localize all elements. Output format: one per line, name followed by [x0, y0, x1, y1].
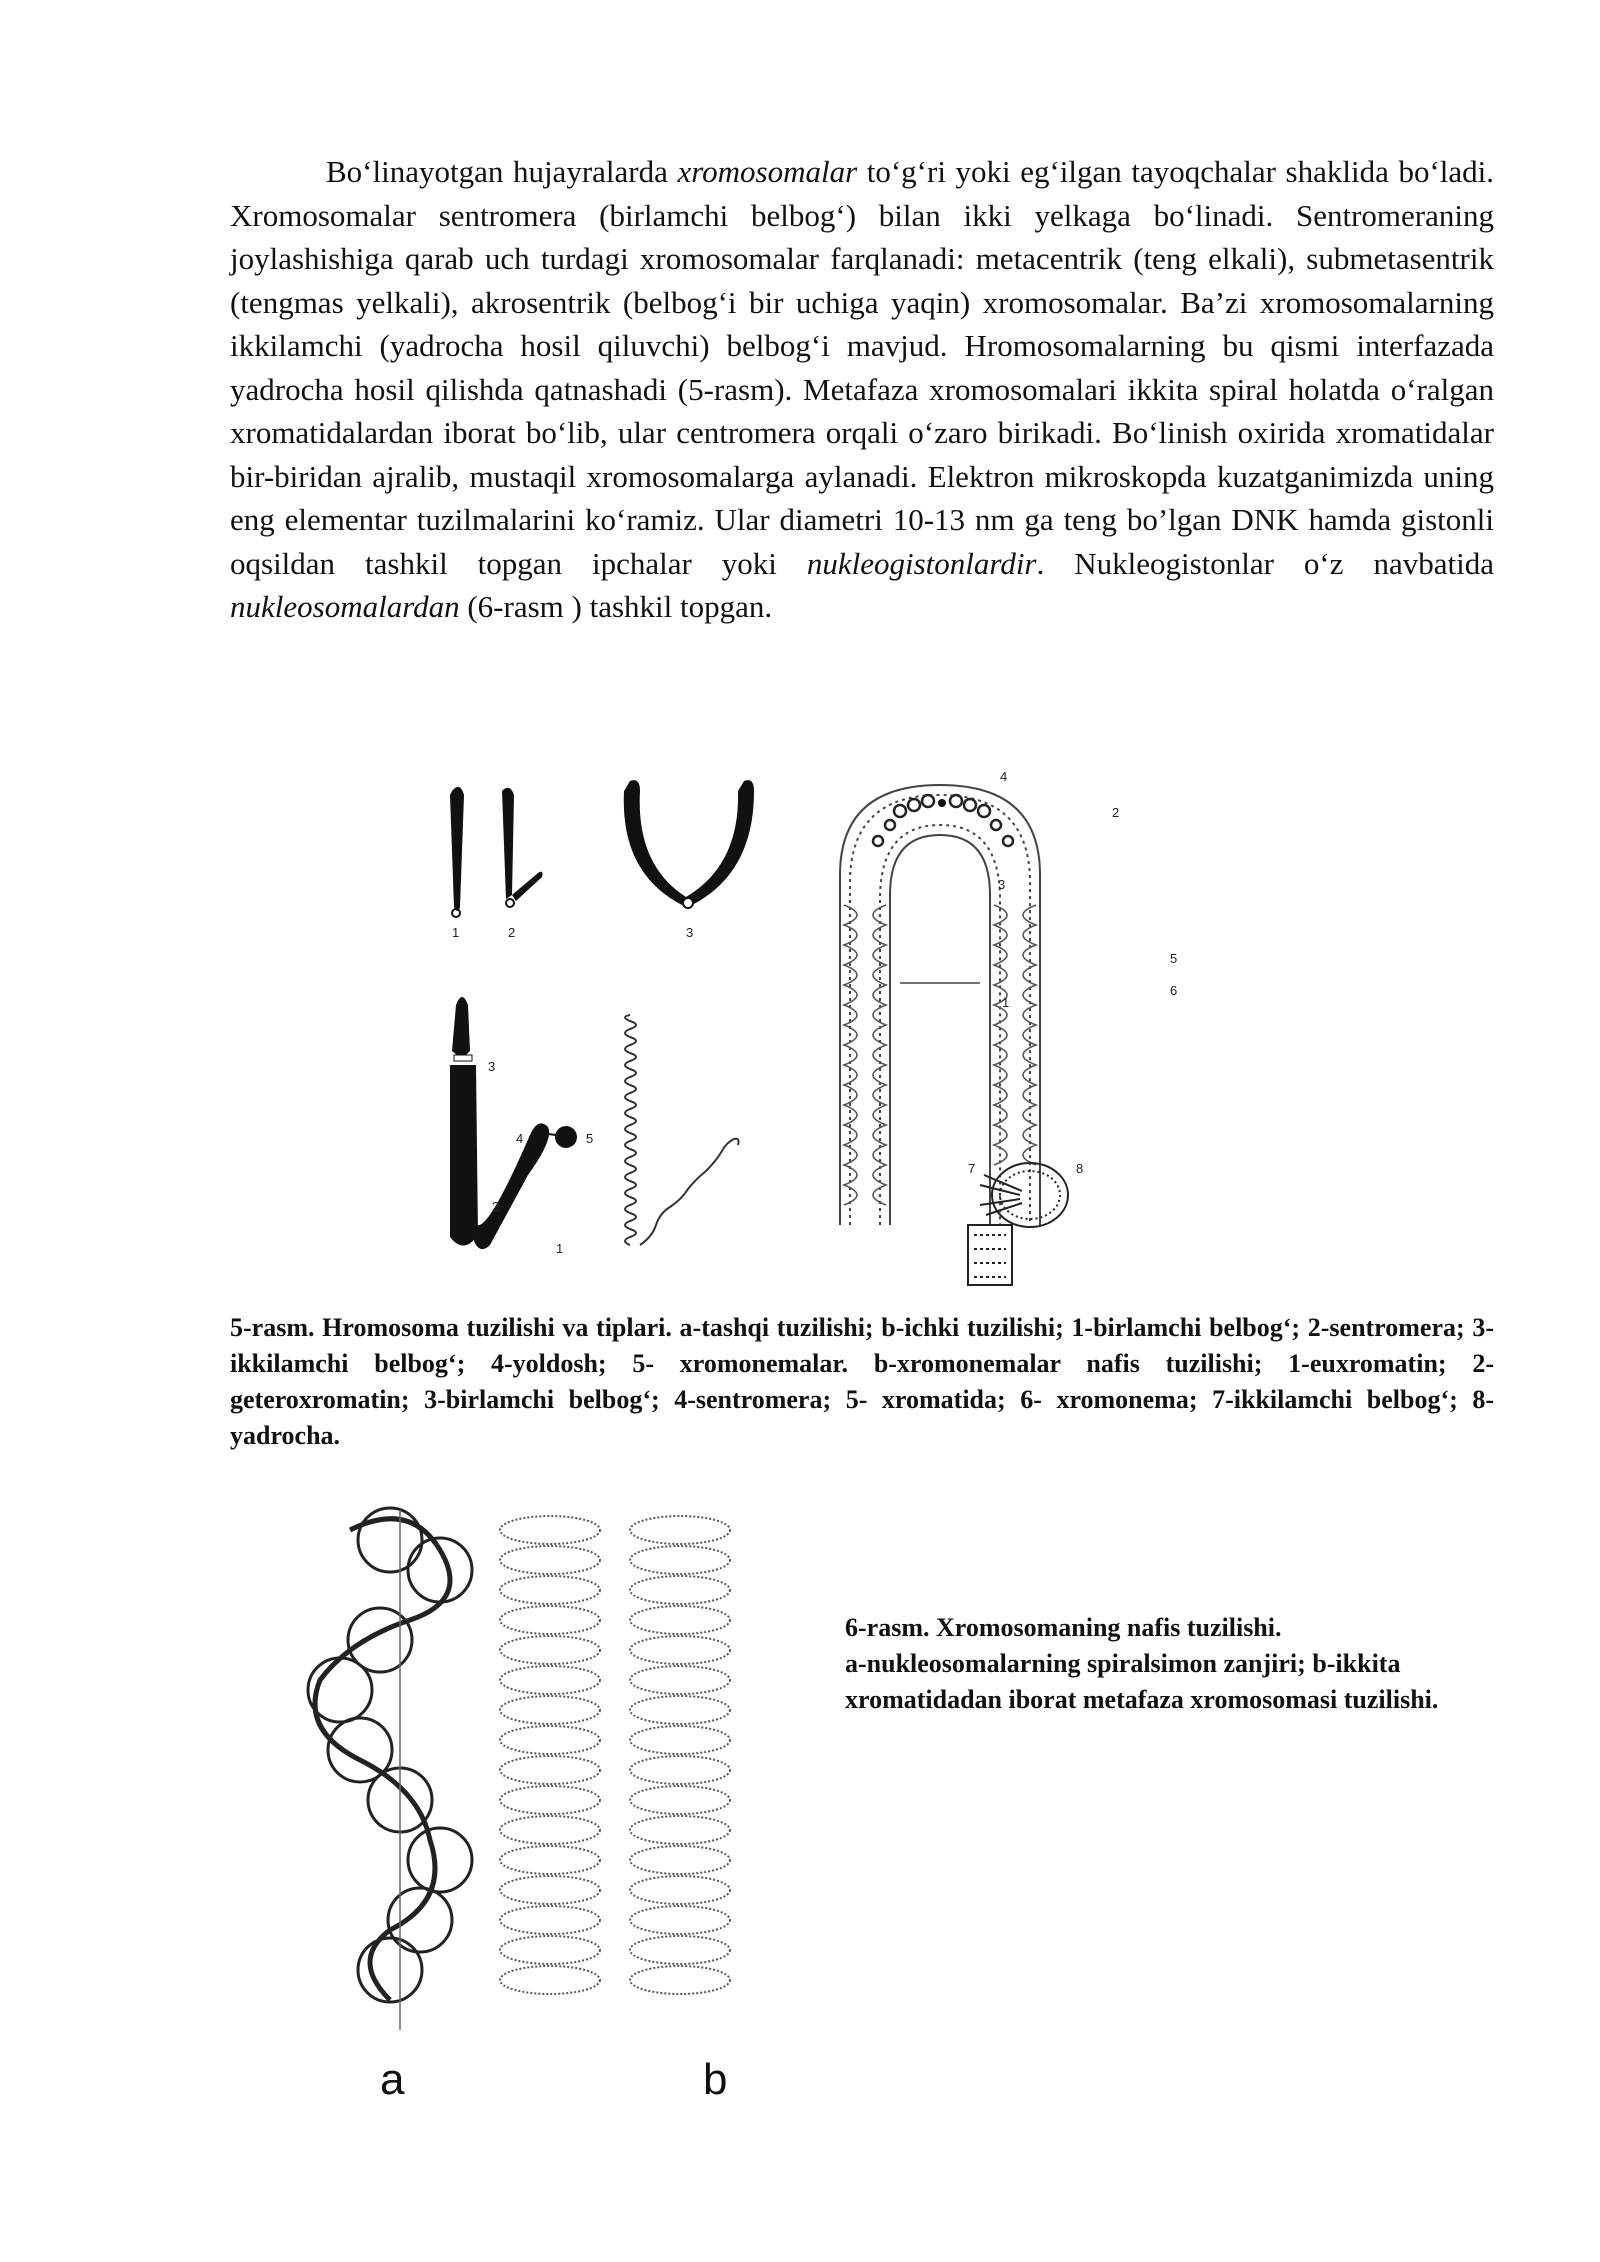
term-nukleosomalardan: nukleosomalardan [230, 589, 460, 624]
nucleosome-chain [308, 1508, 472, 2002]
chromosome-metacentric-3 [624, 780, 686, 905]
paragraph-text: (6-rasm ) tashkil topgan. [459, 589, 773, 624]
chromosome-submetacentric-2 [502, 788, 514, 899]
label-5: 5 [586, 1131, 594, 1146]
figure-5-caption: 5-rasm. Hromosoma tuzilishi va tiplari. a-tashqi tuzilishi; b-ichki tuzilishi; 1-birlamchi belbog‘; 2-sentromera; 3-ikkilamchi belbog‘; 4-yoldosh; 5- xromonemalar. b-xromonemalar nafis tuzilishi; 1-euxromatin; 2-geteroxromatin; 3-birlamchi belbog‘; 4-sentromera; 5- xromatida; 6- xromonema; 7-ikkilamchi belbog‘; 8-yadrocha. [230, 1313, 1494, 1450]
label-6: 6 [1170, 983, 1178, 998]
label-4: 4 [516, 1131, 524, 1146]
chromosome-satellite [452, 997, 470, 1059]
figure-6-caption-title: 6-rasm. Xromosomaning nafis tuzilishi. [845, 1613, 1282, 1642]
label-8: 8 [1076, 1161, 1084, 1176]
figure-5-chromosome-illustration [420, 755, 1290, 1295]
label-2: 2 [492, 1199, 500, 1214]
figure-6-caption-a: a-nukleosomalarning spiralsimon zanjiri; b-ikkita [845, 1649, 1401, 1678]
label-4: 4 [1000, 769, 1008, 784]
panel-label-a: a [380, 2055, 405, 2104]
label-5: 5 [1170, 951, 1178, 966]
label-1: 1 [452, 925, 460, 940]
label-7: 7 [968, 1161, 976, 1176]
label-1: 1 [1002, 995, 1010, 1010]
paragraph-text: Bo‘linayotgan hujayralarda [326, 154, 678, 189]
figure-6-caption-b: xromatidadan iborat metafaza xromosomasi tuzilishi. [845, 1685, 1439, 1714]
chromonema-spiral [625, 1015, 739, 1245]
body-paragraph [230, 150, 1494, 629]
chromosome-internal-structure [840, 785, 1040, 1225]
figure-5-labels [452, 769, 1177, 1256]
term-nukleogistonlardir: nukleogistonlardir [806, 545, 1037, 581]
label-2: 2 [1112, 805, 1120, 820]
label-3: 3 [488, 1059, 496, 1074]
term-xromosomalar: xromosomalar [677, 154, 858, 189]
figure-6-nucleosome-illustration [270, 1490, 830, 2050]
panel-label-b: b [703, 2055, 728, 2104]
label-1: 1 [556, 1241, 564, 1256]
label-3: 3 [998, 877, 1006, 892]
paragraph-text: to‘g‘ri yoki eg‘ilgan tayoqchalar shaklida bo‘ladi. Xromosomalar sentromera (birlamchi belbog‘) bilan ikki yelkaga bo‘linadi. Sentromeraning joylashishiga qarab uch turdagi xromosomalar farqlanadi: metacentrik (teng elkali), submetasentrik (tengmas yelkali), akrosentrik (belbog‘i bir uchiga yaqin) xromosomalar. Ba’zi xromosomalarning ikkilamchi (yadrocha hosil qiluvchi) belbog‘i mavjud. Hromosomalarning bu qismi interfazada yadrocha hosil qilishda qatnashadi (5-rasm). Metafaza xromosomalari ikkita spiral holatda o‘ralgan xromatidalardan iborat bo‘lib, ular centromera orqali o‘zaro birikadi. Bo‘linish oxirida xromatidalar bir-biridan ajralib, mustaqil xromosomalarga aylanadi. Elektron mikroskopda kuzatganimizda uning eng elementar tuzilmalarini ko‘ramiz. Ular diametri 10-13 nm ga teng bo’lgan DNK hamda gistonli oqsildan tashkil topgan ipchalar yoki [230, 154, 1494, 581]
label-2: 2 [508, 925, 516, 940]
chromonema-loops [844, 905, 1036, 1205]
label-3: 3 [686, 925, 694, 940]
nucleolus [968, 1163, 1068, 1285]
paragraph-text: . Nukleogistonlar o‘z navbatida [1036, 545, 1494, 581]
metaphase-chromatids [500, 1516, 730, 1994]
figure-6-caption [845, 1610, 1495, 1718]
chromosome-acrocentric-1 [450, 787, 464, 911]
